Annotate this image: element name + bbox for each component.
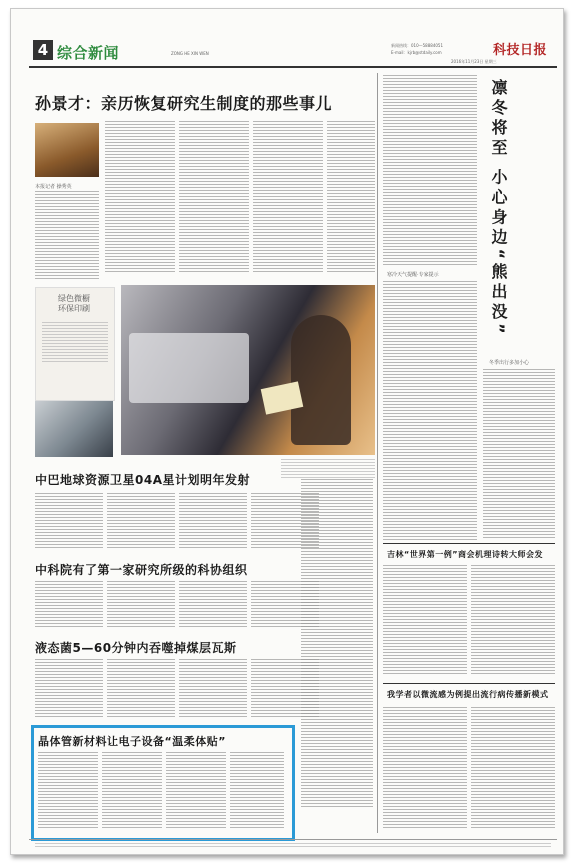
transistor-text-col4 (230, 752, 284, 830)
editor-line: E-mail：kjrb@stdaily.com (391, 50, 442, 55)
side-box1-text-col2 (471, 565, 555, 675)
section-pinyin: ZONG HE XIN WEN (171, 51, 209, 56)
transistor-article-highlight[interactable] (31, 725, 295, 841)
lead-byline: 本报记者 操秀英 (35, 184, 72, 190)
side-box2-text-col1 (383, 707, 467, 829)
middle-column-text (301, 479, 373, 809)
side-box2-text-col2 (471, 707, 555, 829)
page-number-box (33, 40, 53, 60)
transistor-headline: 晶体管新材料让电子设备“温柔体贴” (38, 735, 226, 748)
transistor-text-col2 (102, 752, 162, 830)
feature-headline: 凛冬将至 小心身边“熊出没” (489, 79, 508, 338)
lead-text-col1 (35, 191, 99, 279)
side-box2-title: 我学者以微流感为例提出流行病传播新模式 (387, 690, 549, 699)
lead-text-col4 (253, 121, 323, 273)
satellite-text-col2 (107, 493, 175, 549)
photo-caption-text (281, 459, 375, 479)
side-box2-rule (383, 683, 555, 684)
right-intro-text (383, 75, 477, 265)
lead-text-col3 (179, 121, 249, 273)
casi-text-col1 (35, 581, 103, 627)
feature-headline-vertical (487, 79, 549, 349)
page-number: 4 (37, 41, 49, 59)
side-box1-title: 吉林“世界第一例”商会机理诗转大师会发 (387, 550, 544, 559)
feature-text-a (383, 281, 477, 541)
casi-headline: 中科院有了第一家研究所级的科协组织 (35, 563, 248, 577)
lead-text-col2 (105, 121, 175, 273)
ad-photo (35, 401, 113, 457)
lead-text-col5 (327, 121, 375, 273)
methane-headline: 液态菌5—60分钟内吞噬掉煤层瓦斯 (35, 641, 237, 655)
edition-line: 新闻热线：010—58884051 (391, 43, 443, 48)
side-box1-rule (383, 543, 555, 544)
feature-sub1: 寒冷天气提醒·专家提示 (387, 272, 439, 278)
satellite-text-col3 (179, 493, 247, 549)
casi-text-col2 (107, 581, 175, 627)
side-box1-text-col1 (383, 565, 467, 675)
printer-shape (129, 333, 249, 403)
ad-block (35, 287, 115, 401)
masthead-rule (29, 66, 557, 68)
footer-text (35, 843, 551, 848)
lead-photo (35, 123, 99, 177)
woman-figure (291, 315, 351, 445)
lead-headline: 孙景才：亲历恢复研究生制度的那些事儿 (35, 94, 333, 113)
right-column-divider (377, 73, 378, 833)
feature-sub2: 冬季出行多加小心 (489, 360, 530, 366)
newspaper-page (10, 8, 564, 855)
satellite-text-col1 (35, 493, 103, 549)
date-line: 2016年11月23日 星期三 (451, 59, 497, 64)
main-news-photo (121, 285, 375, 455)
feature-text-b (483, 369, 555, 539)
methane-text-col1 (35, 659, 103, 717)
transistor-text-col1 (38, 752, 98, 830)
section-title: 综合新闻 (57, 44, 120, 62)
footer-rule (29, 839, 557, 840)
casi-text-col3 (179, 581, 247, 627)
ad-caption: 绿色微橱 环保印刷 (58, 294, 90, 313)
methane-text-col3 (179, 659, 247, 717)
ad-text (42, 322, 108, 362)
satellite-headline: 中巴地球资源卫星04A星计划明年发射 (35, 473, 250, 487)
transistor-text-col3 (166, 752, 226, 830)
paper-name: 科技日报 (493, 43, 548, 58)
methane-text-col2 (107, 659, 175, 717)
